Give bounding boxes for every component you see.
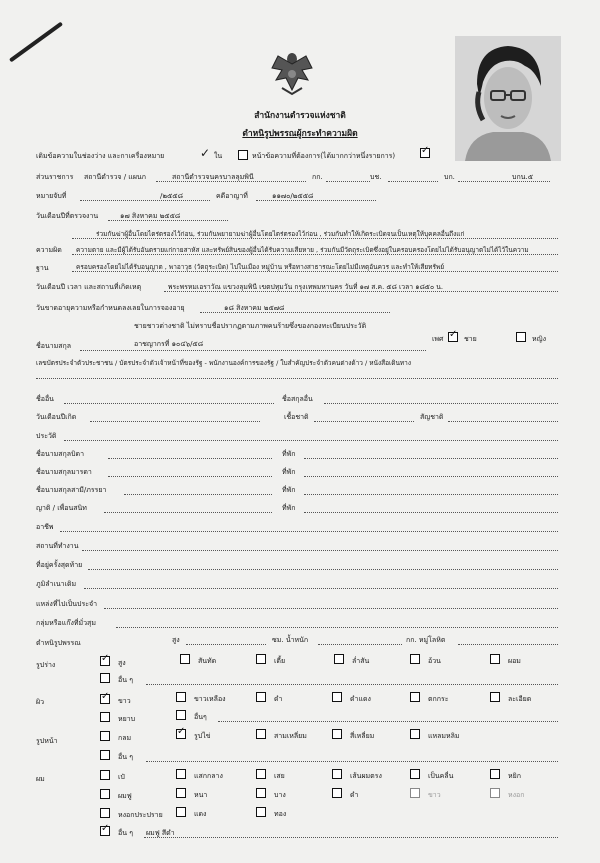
spouse-address-line[interactable] (304, 494, 558, 495)
offense-label: ความผิด (36, 246, 62, 254)
body-opt-tall-label: สูง (118, 659, 126, 667)
hair-opt-wavy[interactable] (410, 769, 420, 779)
body-opt-short[interactable] (256, 654, 266, 664)
religion-line[interactable] (64, 440, 558, 441)
workplace-label: สถานที่ทำงาน (36, 542, 79, 550)
hair-opt-thin-label: บาง (274, 791, 286, 799)
skin-opt-rough[interactable] (100, 712, 110, 722)
height-line[interactable] (186, 644, 266, 645)
station-label: สถานีตำรวจ / แผนก (84, 173, 146, 181)
skin-opt-reddish-dark[interactable] (332, 692, 342, 702)
body-opt-other-label: อื่น ๆ (118, 676, 133, 684)
skin-opt-yellowish[interactable] (176, 692, 186, 702)
bk-line (458, 181, 550, 182)
hair-opt-black[interactable] (332, 788, 342, 798)
relative-address-line[interactable] (304, 512, 558, 513)
offense-line-2 (72, 254, 558, 255)
last-seen-line[interactable] (88, 569, 558, 570)
hair-opt-other[interactable] (100, 826, 110, 836)
hair-opt-fluffy-label: ผมฟู (118, 792, 132, 800)
body-opt-tall[interactable] (100, 656, 110, 666)
body-opt-medium-label: สันทัด (198, 657, 217, 665)
other-name-label: ชื่ออื่น (36, 395, 54, 403)
hair-opt-gold[interactable] (256, 807, 266, 817)
skin-opt-yellowish-label: ขาวเหลือง (194, 695, 226, 703)
hair-opt-back-label: เสย (274, 772, 285, 780)
intro-instruction: เดิมข้อความในช่องว่าง และกาเครื่องหมาย (36, 152, 165, 160)
height-unit: ซม. น้ำหนัก (272, 636, 309, 644)
workplace-line[interactable] (82, 550, 558, 551)
offense-line-1 (72, 238, 558, 239)
incident-value: พระพรหมเอราวัณ แขวงลุมพินี เขตปทุมวัน กรุงเทพมหานคร วันที่ ๑๗ ส.ค. ๕๘ เวลา ๑๘๕๐ น. (168, 283, 444, 291)
nationality-line[interactable] (448, 421, 558, 422)
occupation-line[interactable] (60, 531, 558, 532)
hair-opt-white[interactable] (410, 788, 420, 798)
skin-opt-white[interactable] (100, 694, 110, 704)
sex-male-checkbox[interactable] (448, 332, 458, 342)
mother-address-line[interactable] (304, 476, 558, 477)
hair-opt-thin[interactable] (256, 788, 266, 798)
hair-opt-middle-label: แสกกลาง (194, 772, 223, 780)
body-opt-other[interactable] (100, 673, 110, 683)
father-label: ชื่อนามสกุลบิดา (36, 450, 85, 458)
surname-label: ชื่อนามสกุล (36, 342, 72, 350)
hair-opt-side[interactable] (100, 770, 110, 780)
date-received-label: วันเดือนปีที่ตรวจงาน (36, 212, 99, 220)
hair-opt-sparse-grey-label: หงอกประปราย (118, 811, 163, 819)
body-opt-stocky[interactable] (334, 654, 344, 664)
spouse-address-label: ที่พัก (282, 486, 296, 494)
hair-opt-side-label: เป๋ (118, 773, 125, 781)
group-label: กลุ่มหรือแก๊งที่มั่วสุม (36, 619, 96, 627)
tick-mark: ✓ (200, 146, 211, 160)
pen-shadow (9, 22, 63, 63)
face-other-line[interactable] (146, 761, 558, 762)
hair-opt-wavy-label: เป็นคลื่น (428, 772, 454, 780)
hair-opt-grey-label: หงอก (508, 791, 525, 799)
skin-opt-other-label: อื่นๆ (194, 713, 207, 721)
basis-label: ฐาน (36, 264, 49, 272)
warrant-no-line (80, 200, 210, 201)
relative-address-label: ที่พัก (282, 504, 296, 512)
skin-opt-smooth-label: ละเอียด (508, 695, 532, 703)
section-title-skin: ผิว (36, 698, 45, 706)
agency-name: สำนักงานตำรวจแห่งชาติ (254, 111, 346, 121)
birthdate-label: วันเดือนปีเกิด (36, 413, 77, 421)
hideout-line[interactable] (104, 608, 558, 609)
skin-opt-rough-label: หยาบ (118, 715, 136, 723)
other-surname-line[interactable] (324, 403, 558, 404)
hometown-line[interactable] (84, 588, 558, 589)
hometown-label: ภูมิลำเนาเดิม (36, 580, 77, 588)
id-label: เลขบัตรประจำตัวประชาชน / บัตรประจำตัวเจ้าหน้าที่ของรัฐ - พนักงานองค์การของรัฐ / ใบสำคัญประจำตัวคนต่างด้าว / หนังสือเดินทาง (36, 359, 412, 367)
height-label: สูง (172, 636, 180, 644)
incident-label: วันเดือนปี เวลา และสถานที่เกิดเหตุ (36, 283, 142, 291)
bk-label: บก. (444, 173, 455, 181)
mother-address-label: ที่พัก (282, 468, 296, 476)
sex-female-label: หญิง (532, 335, 546, 343)
intro-sample-checkbox[interactable] (238, 150, 248, 160)
id-line (36, 378, 558, 379)
mother-line[interactable] (108, 476, 272, 477)
hideout-label: แหล่งที่ไปเป็นประจำ (36, 600, 98, 608)
hair-opt-straight-label: เส้นผมตรง (350, 772, 382, 780)
face-opt-square[interactable] (332, 729, 342, 739)
hair-opt-straight[interactable] (332, 769, 342, 779)
offense-text-line1: ร่วมกันฆ่าผู้อื่นโดยไตร่ตรองไว้ก่อน, ร่วมกันพยายามฆ่าผู้อื่นโดยไตร่ตรองไว้ก่อน , ร่วมกันทำให้เกิดระเบิดจนเป็นเหตุให้บุคคลอื่นถึงแก่ (96, 230, 465, 238)
hair-opt-red[interactable] (176, 807, 186, 817)
case-no-label: คดีอาญาที่ (216, 192, 248, 200)
skin-other-line[interactable] (218, 721, 558, 722)
face-opt-round-label: กลม (118, 734, 132, 742)
face-opt-pointed[interactable] (410, 729, 420, 739)
skin-opt-smooth[interactable] (490, 692, 500, 702)
body-opt-medium[interactable] (180, 654, 190, 664)
incident-line (164, 291, 558, 292)
deadline-value: ๑๘ สิงหาคม ๒๕๗๘ (224, 304, 285, 312)
group-line[interactable] (116, 627, 558, 628)
face-opt-triangle-label: สามเหลี่ยม (274, 732, 307, 740)
station-value: สถานีตำรวจนครบาลลุมพินี (172, 173, 254, 181)
kk-label: กก. (312, 173, 323, 181)
physical-label: ตำหนิรูปพรรณ (36, 639, 81, 647)
last-seen-label: ที่อยู่ครั้งสุดท้าย (36, 561, 83, 569)
kk-line (326, 181, 370, 182)
intro-box-label: หน้าข้อความที่ต้องการ(ได้มากกว่าหนึ่งรายการ) (252, 152, 396, 160)
body-other-line[interactable] (146, 684, 558, 685)
hair-opt-thick-label: หนา (194, 791, 208, 799)
birthdate-line[interactable] (90, 421, 260, 422)
hair-opt-curly-label: หยิก (508, 772, 521, 780)
hair-opt-grey[interactable] (490, 788, 500, 798)
warrant-no-value: /๒๕๕๘ (160, 192, 183, 200)
hair-other-line[interactable] (144, 837, 558, 838)
face-opt-other-label: อื่น ๆ (118, 753, 133, 761)
hair-opt-other-label: อื่น ๆ (118, 829, 133, 837)
face-opt-round[interactable] (100, 731, 110, 741)
face-opt-oval-label: รูปไข่ (194, 732, 211, 740)
hair-opt-fluffy[interactable] (100, 789, 110, 799)
skin-opt-reddish-dark-label: ดำแดง (350, 695, 371, 703)
skin-opt-dark-label: ดำ (274, 695, 283, 703)
suspect-photo (455, 36, 561, 161)
skin-opt-freckled[interactable] (410, 692, 420, 702)
spouse-label: ชื่อนามสกุลสามี/ภรรยา (36, 486, 107, 494)
nationality-label: สัญชาติ (420, 413, 444, 421)
surname-line (80, 350, 426, 351)
bch-line (388, 181, 438, 182)
hair-opt-sparse-grey[interactable] (100, 808, 110, 818)
body-opt-thin[interactable] (490, 654, 500, 664)
body-opt-short-label: เตี้ย (274, 657, 286, 665)
case-no-value: ๑๑๗๐/๒๕๕๘ (272, 192, 314, 200)
hair-opt-curly[interactable] (490, 769, 500, 779)
form-title: ตำหนิรูปพรรณผู้กระทำความผิด (242, 129, 358, 139)
body-opt-stocky-label: ล่ำสัน (352, 657, 370, 665)
face-opt-pointed-label: แหลมหลิม (428, 732, 460, 740)
date-received-value: ๑๗ สิงหาคม ๒๕๕๘ (120, 212, 181, 220)
bch-label: บช. (370, 173, 382, 181)
body-opt-fat[interactable] (410, 654, 420, 664)
hair-opt-gold-label: ทอง (274, 810, 287, 818)
relative-label: ญาติ / เพื่อนสนิท (36, 504, 87, 512)
sex-male-label: ชาย (464, 335, 477, 343)
section-title-face: รูปหน้า (36, 737, 58, 745)
hair-other-value: ผมฟู สีดำ (146, 829, 175, 837)
skin-opt-dark[interactable] (256, 692, 266, 702)
sex-label: เพศ (432, 335, 444, 343)
skin-opt-white-label: ขาว (118, 697, 131, 705)
hair-opt-back[interactable] (256, 769, 266, 779)
religion-label: ประวัติ (36, 432, 57, 440)
race-line[interactable] (314, 421, 414, 422)
offense-text-line3: ครอบครองโดยไม่ได้รับอนุญาต , พาอาวุธ (วัตถุระเบิด) ไปในเมือง หมู่บ้าน หรือทางสาธารณะโดยไม่มีเหตุอันควร และทำให้เสียทรัพย์ (76, 263, 445, 271)
unit-label: ส่วนราชการ (36, 173, 74, 181)
weight-line[interactable] (318, 644, 402, 645)
body-opt-thin-label: ผอม (508, 657, 521, 665)
hair-opt-black-label: ดำ (350, 791, 359, 799)
surname-value: อาชญากรที่ ๑๐๔๖/๕๘ (134, 340, 204, 348)
sex-female-checkbox[interactable] (516, 332, 526, 342)
father-address-line[interactable] (304, 458, 558, 459)
face-opt-other[interactable] (100, 750, 110, 760)
body-opt-fat-label: อ้วน (428, 657, 441, 665)
mother-label: ชื่อนามสกุลมารดา (36, 468, 92, 476)
face-opt-square-label: สี่เหลี่ยม (350, 732, 375, 740)
section-title-body: รูปร่าง (36, 661, 56, 669)
hair-opt-middle[interactable] (176, 769, 186, 779)
father-address-label: ที่พัก (282, 450, 296, 458)
garuda-emblem-icon (268, 50, 316, 96)
spouse-line[interactable] (124, 494, 272, 495)
hair-opt-thick[interactable] (176, 788, 186, 798)
deadline-label: วันขาดอายุความหรือกำหนดลงเลยในการจองอายุ (36, 304, 185, 312)
status-note: ชายชาวต่างชาติ ไม่ทราบชื่อปรากฏตามภาพคนร้ายซึ่งของกองทะเบียนประวัติ (134, 322, 367, 330)
relative-line[interactable] (104, 512, 272, 513)
skin-opt-other[interactable] (176, 710, 186, 720)
warrant-no-label: หมายจับที่ (36, 192, 67, 200)
section-title-hair: ผม (36, 775, 45, 783)
blood-type-line[interactable] (458, 644, 558, 645)
hair-opt-red-label: แดง (194, 810, 207, 818)
skin-opt-freckled-label: ตกกระ (428, 695, 449, 703)
father-line[interactable] (108, 458, 272, 459)
other-surname-label: ชื่อสกุลอื่น (282, 395, 313, 403)
occupation-label: อาชีพ (36, 523, 54, 531)
race-label: เชื้อชาติ (284, 413, 309, 421)
face-opt-oval[interactable] (176, 729, 186, 739)
weight-unit: กก. หมู่โลหิต (406, 636, 446, 644)
face-opt-triangle[interactable] (256, 729, 266, 739)
offense-text-line2: ความตาย และมีผู้ได้รับอันตรายแก่กายสาหัส และทรัพย์สินของผู้อื่นได้รับความเสียหาย , ร่วมกันมีวัตถุระเบิดซึ่งอยู่ในครอบครองโดยไม่ได้รับอนุญาตไม่ได้ไว้ในความ (76, 246, 529, 254)
offense-line-3 (72, 271, 558, 272)
bk-value: บกน.๕ (512, 173, 533, 181)
other-name-line[interactable] (64, 403, 274, 404)
intro-checked-box[interactable] (420, 148, 430, 158)
hair-opt-white-label: ขาว (428, 791, 441, 799)
intro-in-label: ใน (214, 152, 223, 160)
